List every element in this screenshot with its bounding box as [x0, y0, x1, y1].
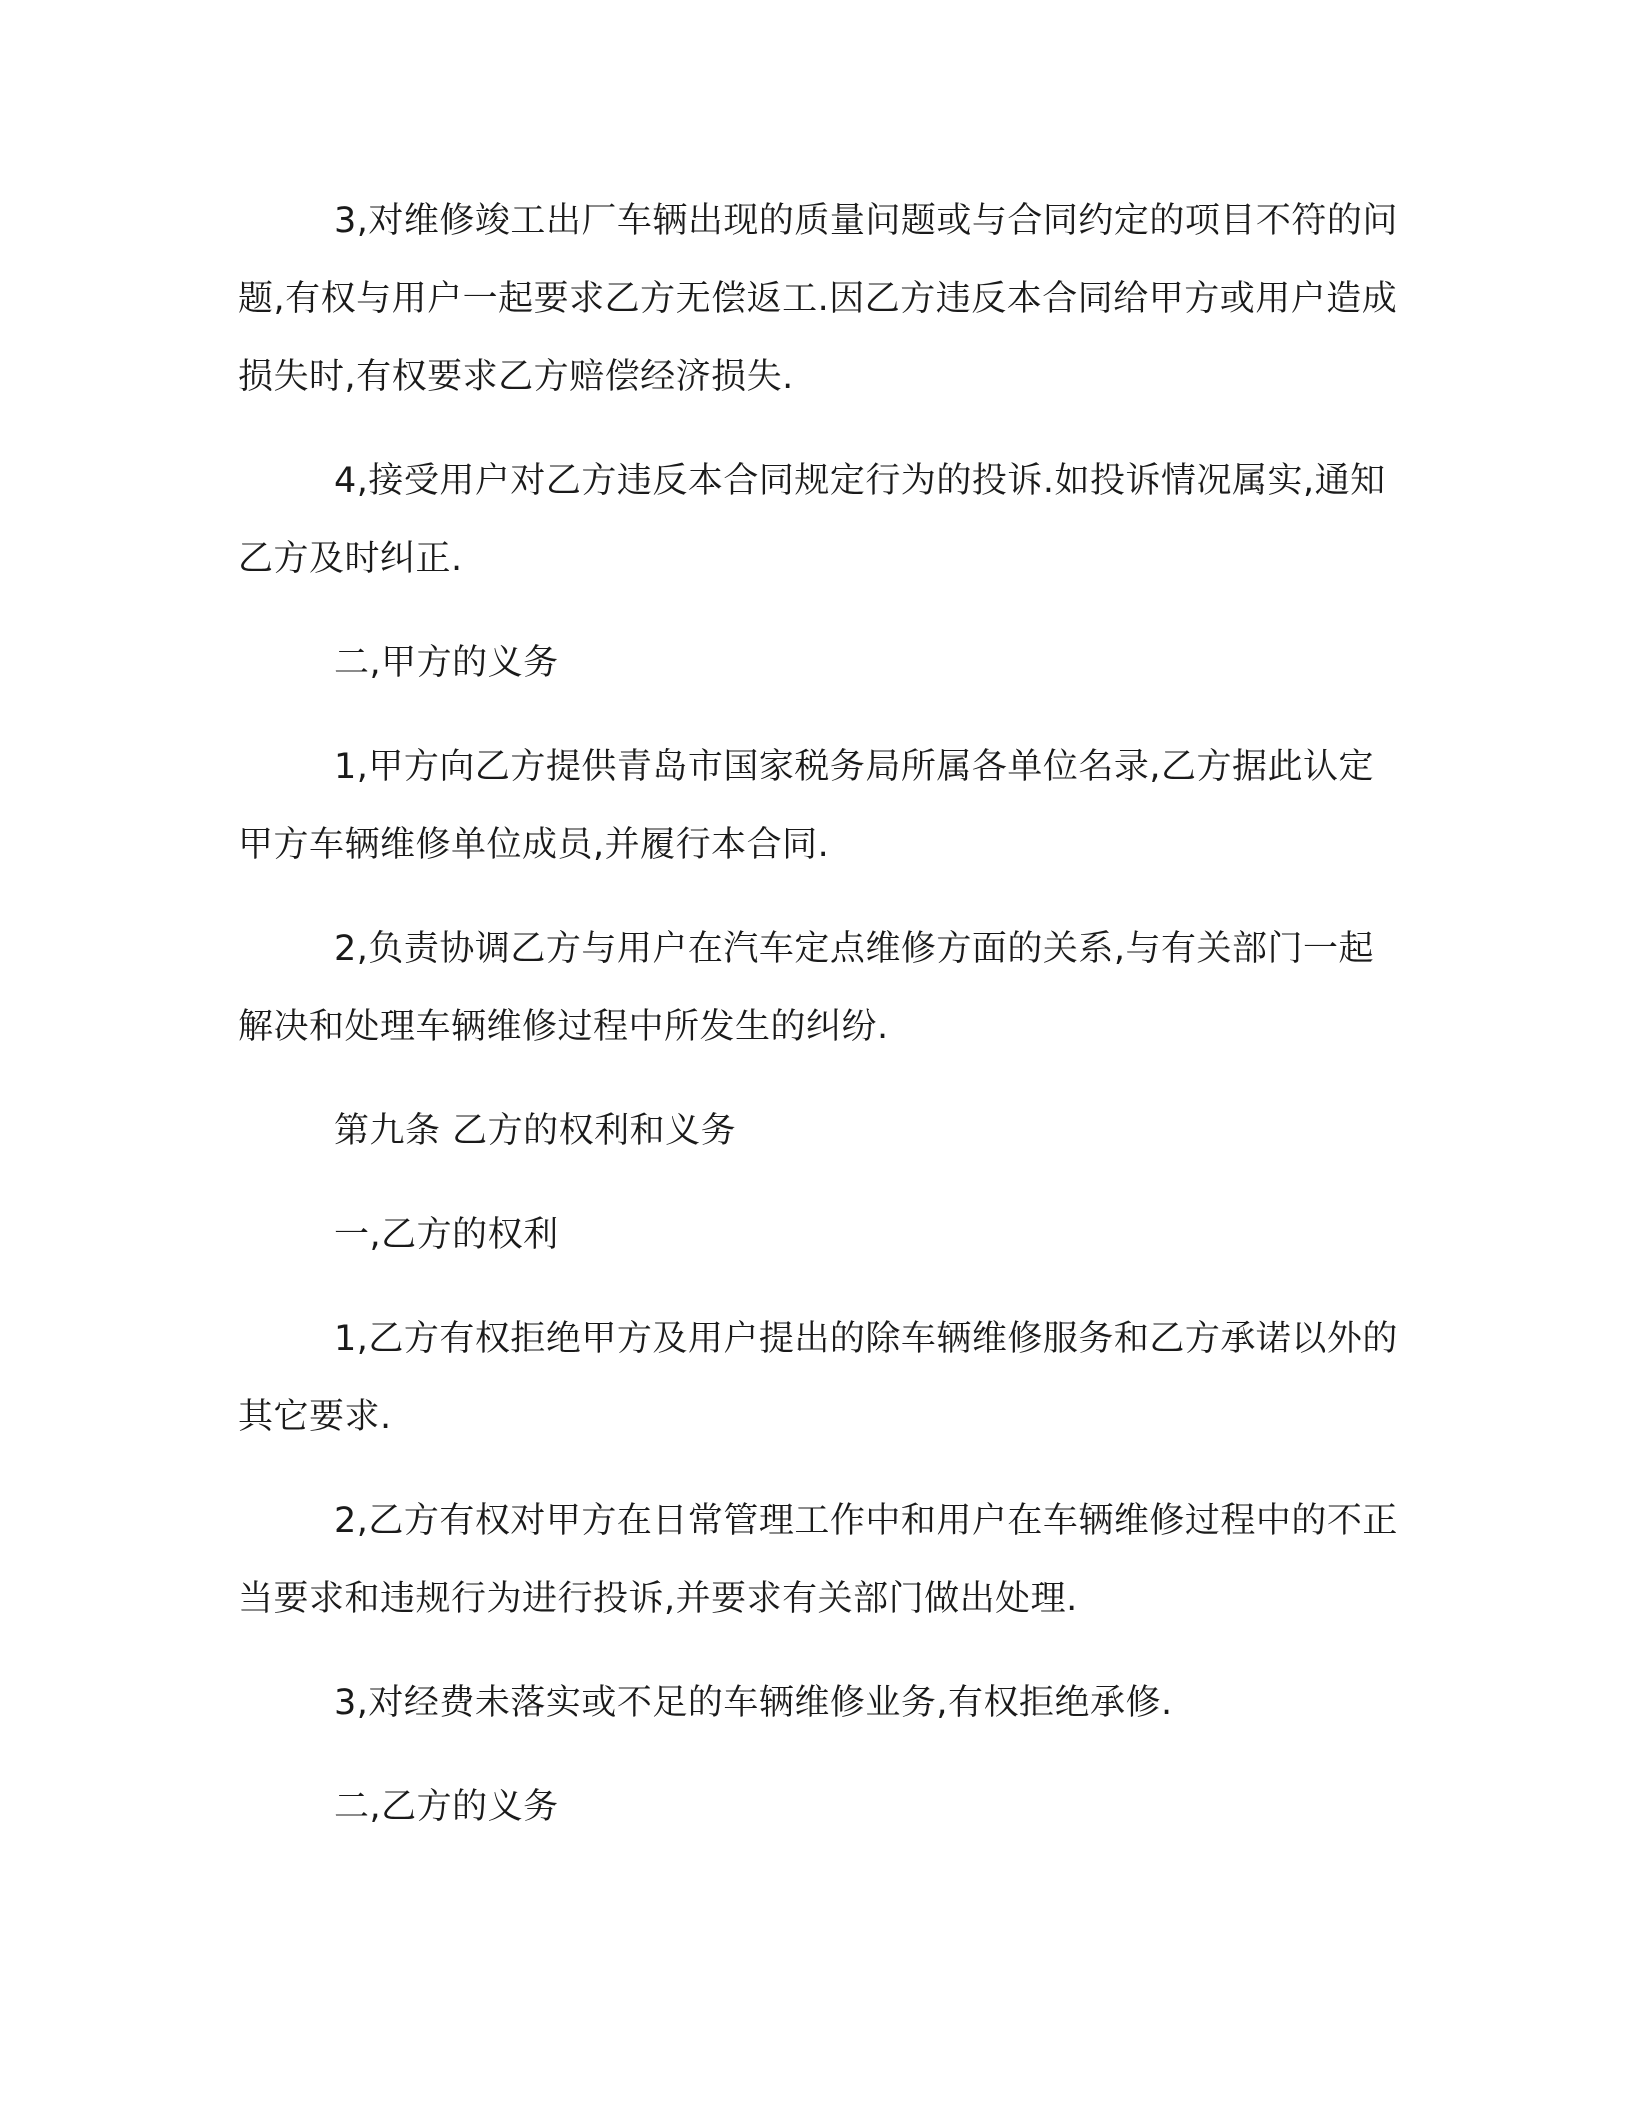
paragraph-repair-quality-rights: 3,对维修竣工出厂车辆出现的质量问题或与合同约定的项目不符的问题,有权与用户一起要求乙方无偿返工.因乙方违反本合同给甲方或用户造成损失时,有权要求乙方赔偿经济损失. — [238, 201, 1398, 397]
heading-party-b-rights: 一,乙方的权利 — [334, 1215, 559, 1255]
paragraph-complaint-handling: 4,接受用户对乙方违反本合同规定行为的投诉.如投诉情况属实,通知乙方及时纠正. — [238, 461, 1386, 579]
paragraph-provide-unit-list: 1,甲方向乙方提供青岛市国家税务局所属各单位名录,乙方据此认定甲方车辆维修单位成员,并履行本合同. — [238, 747, 1375, 865]
paragraph-coordinate-disputes: 2,负责协调乙方与用户在汽车定点维修方面的关系,与有关部门一起解决和处理车辆维修过程中所发生的纠纷. — [238, 929, 1375, 1047]
heading-article-nine: 第九条 乙方的权利和义务 — [334, 1111, 737, 1151]
paragraph-refuse-unfunded-repairs: 3,对经费未落实或不足的车辆维修业务,有权拒绝承修. — [334, 1683, 1173, 1723]
paragraph-file-complaints: 2,乙方有权对甲方在日常管理工作中和用户在车辆维修过程中的不正当要求和违规行为进行投诉,并要求有关部门做出处理. — [238, 1501, 1398, 1619]
heading-party-b-obligations: 二,乙方的义务 — [334, 1787, 559, 1827]
heading-party-a-obligations: 二,甲方的义务 — [334, 643, 559, 683]
document-body — [238, 182, 1400, 1846]
paragraph-refuse-other-requests: 1,乙方有权拒绝甲方及用户提出的除车辆维修服务和乙方承诺以外的其它要求. — [238, 1319, 1398, 1437]
